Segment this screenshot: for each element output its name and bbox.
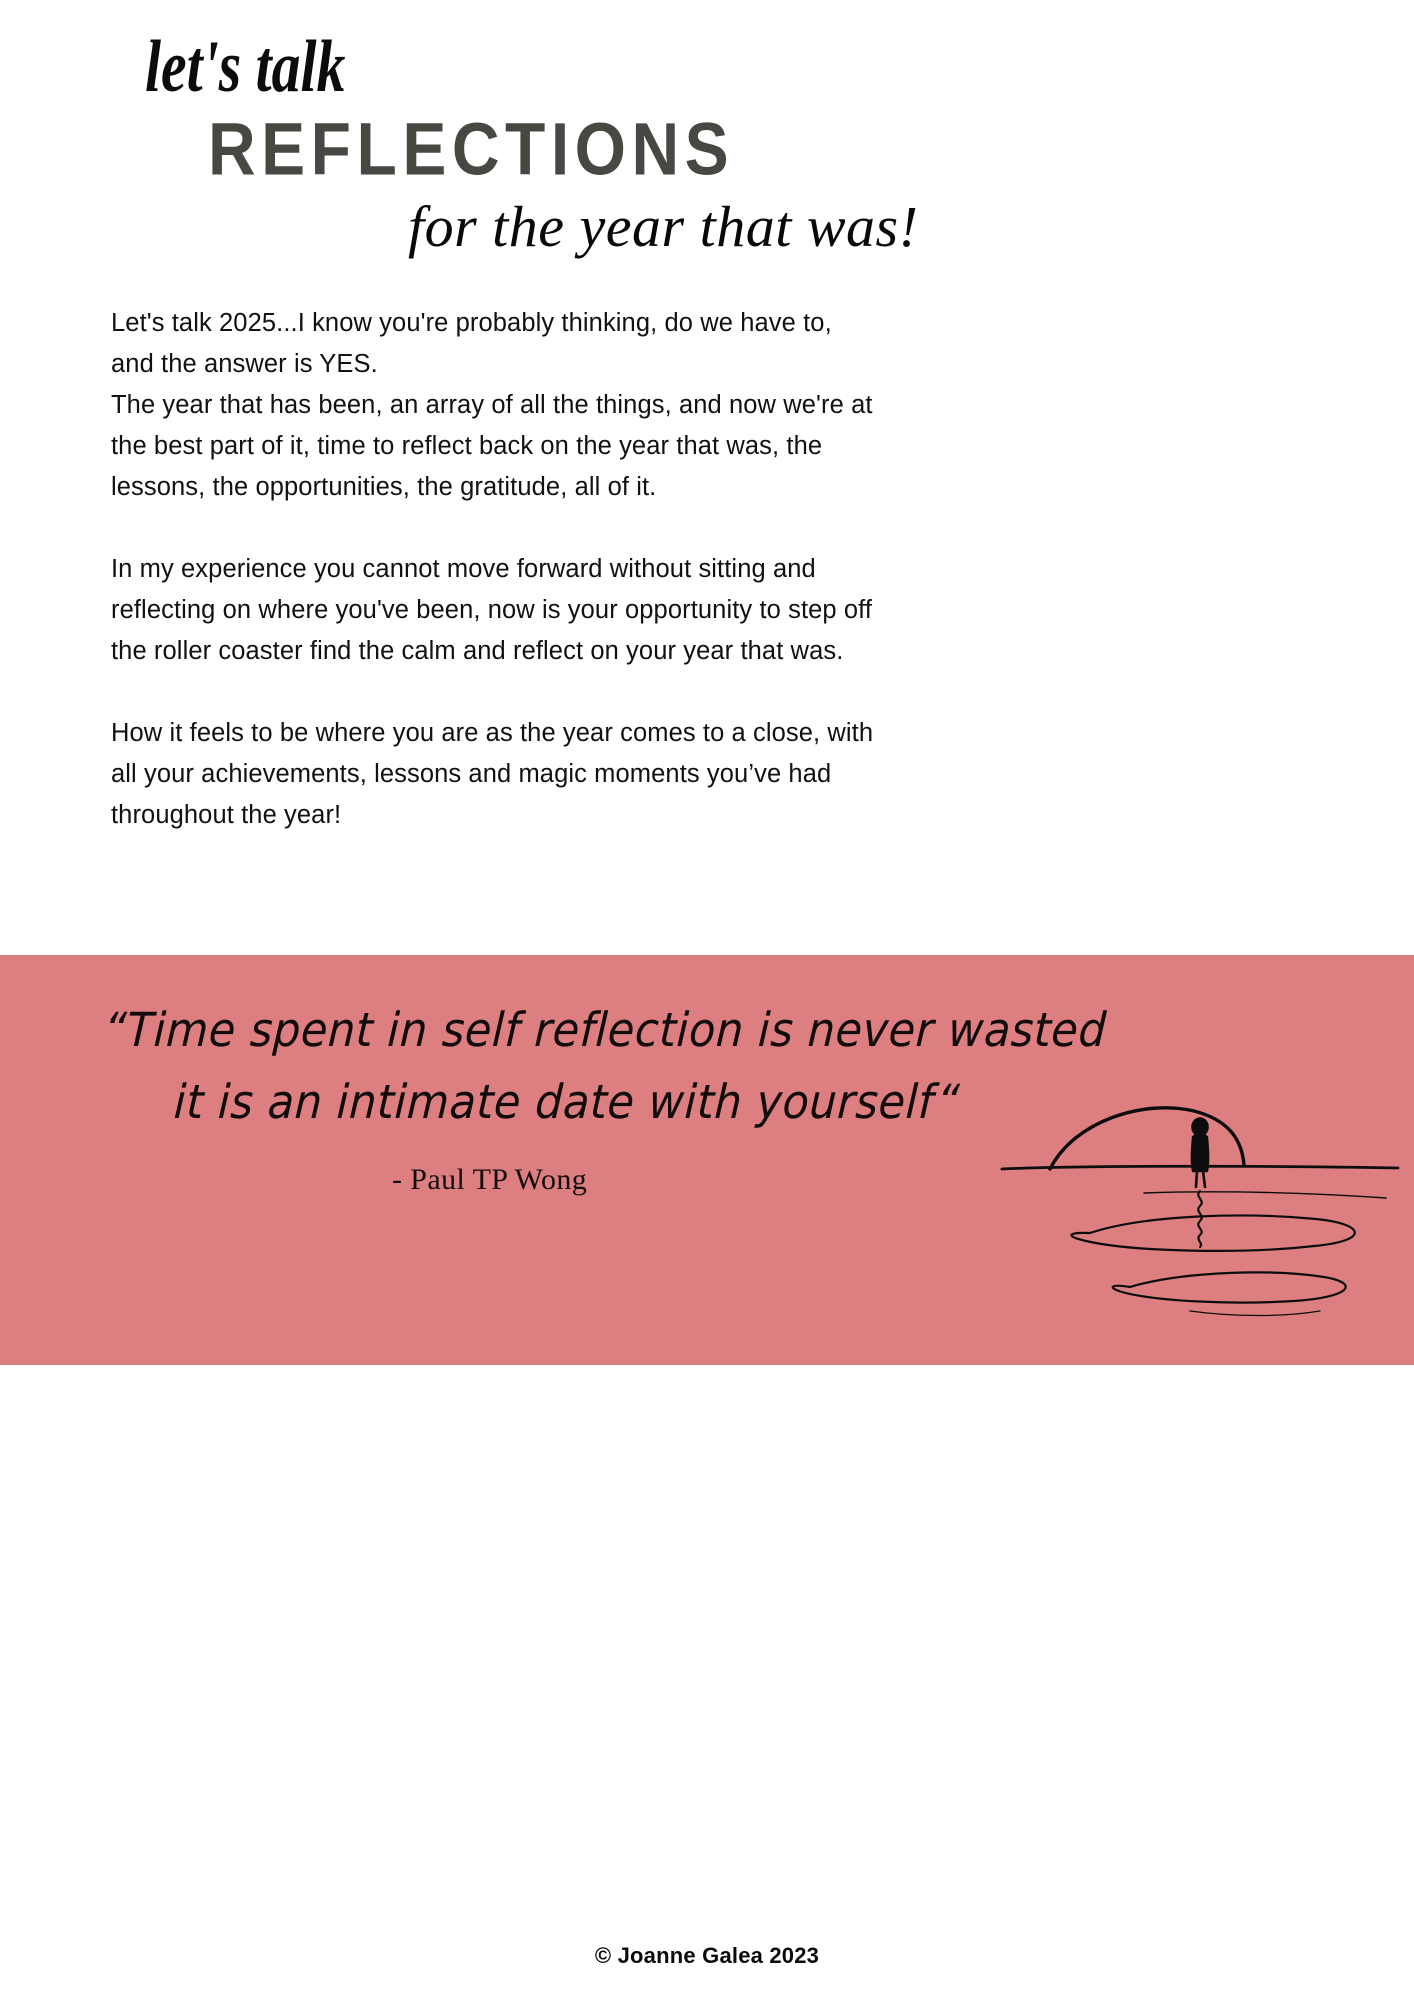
quote-banner	[0, 955, 1414, 1365]
body-line: How it feels to be where you are as the year comes to a close, with	[111, 719, 874, 747]
body-line: reflecting on where you've been, now is your opportunity to step off	[111, 596, 873, 624]
quote-line-2: it is an intimate date with yourself“	[172, 1075, 962, 1130]
body-line: lessons, the opportunities, the gratitude, all of it.	[111, 473, 657, 501]
body-paragraph-1	[111, 303, 1016, 508]
body-line: The year that has been, an array of all the things, and now we're at	[111, 391, 873, 419]
quote-text	[102, 995, 1108, 1139]
person-walking-on-reflective-water-line-art	[994, 1105, 1414, 1355]
body-line: and the answer is YES.	[111, 350, 378, 378]
body-line: Let's talk 2025...I know you're probably thinking, do we have to,	[111, 309, 832, 337]
header-line-lets-talk: let's talk	[145, 26, 346, 108]
quote-line-1: “Time spent in self reflection is never wasted	[102, 1003, 1108, 1058]
body-paragraph-2	[111, 549, 1016, 672]
body-line: throughout the year!	[111, 801, 342, 829]
header-line-for-the-year-that-was: for the year that was!	[408, 194, 919, 259]
body-line: all your achievements, lessons and magic moments you’ve had	[111, 760, 832, 788]
body-line: the roller coaster find the calm and reflect on your year that was.	[111, 637, 844, 665]
page-header	[0, 0, 1414, 290]
footer-copyright: © Joanne Galea 2023	[594, 1943, 820, 1968]
page-title-reflections: REFLECTIONS	[208, 107, 735, 191]
quote-attribution: - Paul TP Wong	[392, 1163, 588, 1196]
body-line: the best part of it, time to reflect back on the year that was, the	[111, 432, 823, 460]
body-paragraph-3	[111, 713, 1016, 836]
body-line: In my experience you cannot move forward without sitting and	[111, 555, 816, 583]
body-copy	[111, 303, 1016, 836]
